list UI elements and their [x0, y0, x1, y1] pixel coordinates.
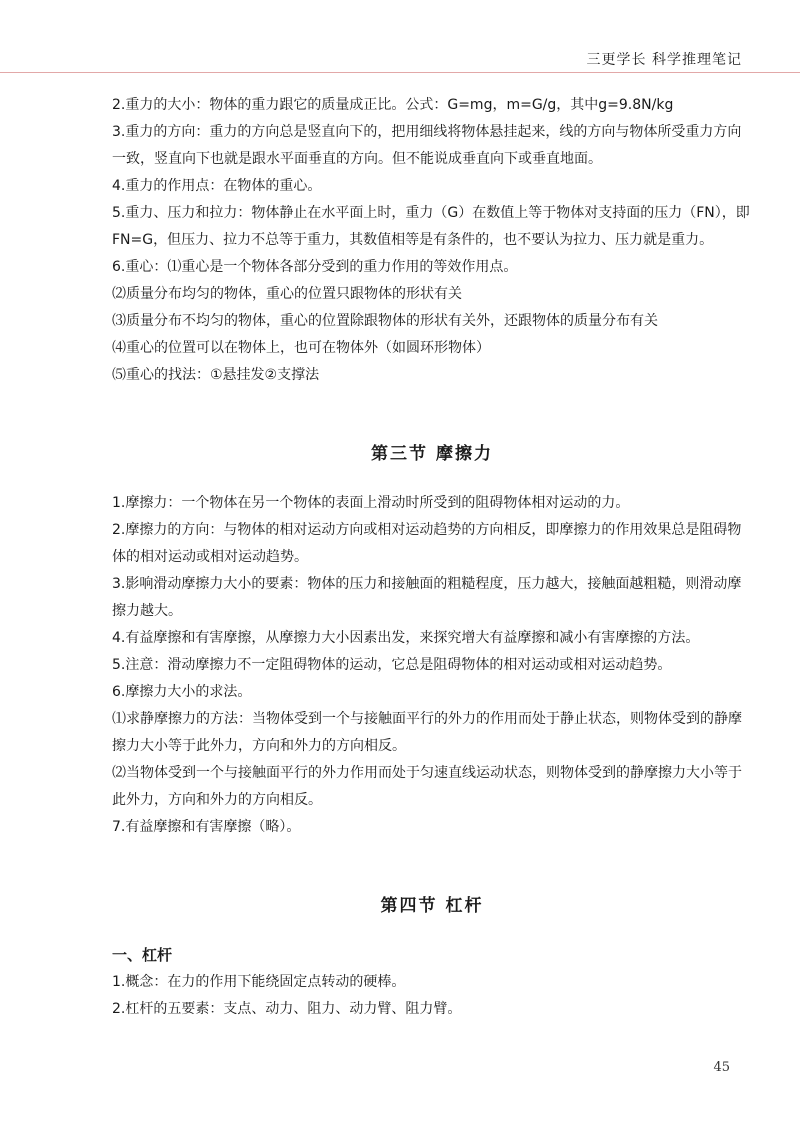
paragraph: ⑶质量分布不均匀的物体，重心的位置除跟物体的形状有关外，还跟物体的质量分布有关 — [112, 313, 658, 329]
friction-block — [112, 490, 752, 841]
paragraph: 2.重力的大小：物体的重力跟它的质量成正比。公式：G=mg，m=G/g，其中g=9.8N/kg — [112, 97, 674, 113]
page-number: 45 — [713, 1060, 730, 1075]
paragraph: 5.注意：滑动摩擦力不一定阻碍物体的运动，它总是阻碍物体的相对运动或相对运动趋势。 — [112, 657, 672, 673]
paragraph: ⑷重心的位置可以在物体上，也可在物体外（如圆环形物体） — [112, 340, 490, 356]
paragraph: ⑴求静摩擦力的方法：当物体受到一个与接触面平行的外力的作用而处于静止状态，则物体受到的静摩擦力大小等于此外力，方向和外力的方向相反。 — [112, 711, 742, 754]
paragraph: ⑸重心的找法：①悬挂发②支撑法 — [112, 367, 320, 383]
section-title-lever: 第四节 杠杆 — [380, 896, 484, 916]
paragraph: 6.摩擦力大小的求法。 — [112, 684, 252, 700]
header-title: 三更学长 科学推理笔记 — [586, 52, 742, 68]
paragraph: 1.概念：在力的作用下能绕固定点转动的硬棒。 — [112, 974, 406, 990]
section-title-friction: 第三节 摩擦力 — [371, 444, 493, 464]
sub-heading: 一、杠杆 — [112, 946, 173, 964]
paragraph: 6.重心：⑴重心是一个物体各部分受到的重力作用的等效作用点。 — [112, 259, 518, 275]
lever-block — [112, 942, 752, 1023]
paragraph: 3.影响滑动摩擦力大小的要素：物体的压力和接触面的粗糙程度，压力越大，接触面越粗糙，则滑动摩擦力越大。 — [112, 576, 742, 619]
paragraph: 1.摩擦力：一个物体在另一个物体的表面上滑动时所受到的阻碍物体相对运动的力。 — [112, 495, 630, 511]
paragraph: ⑵当物体受到一个与接触面平行的外力作用而处于匀速直线运动状态，则物体受到的静摩擦力大小等于此外力，方向和外力的方向相反。 — [112, 765, 742, 808]
paragraph: 2.摩擦力的方向：与物体的相对运动方向或相对运动趋势的方向相反，即摩擦力的作用效果总是阻碍物体的相对运动或相对运动趋势。 — [112, 522, 742, 565]
paragraph: ⑵质量分布均匀的物体，重心的位置只跟物体的形状有关 — [112, 286, 462, 302]
paragraph: 4.重力的作用点：在物体的重心。 — [112, 178, 322, 194]
header-divider — [0, 72, 800, 73]
paragraph: 5.重力、压力和拉力：物体静止在水平面上时，重力（G）在数值上等于物体对支持面的压力（FN），即FN=G，但压力、拉力不总等于重力，其数值相等是有条件的，也不要认为拉力、压力就是重力。 — [112, 205, 750, 248]
paragraph: 3.重力的方向：重力的方向总是竖直向下的，把用细线将物体悬挂起来，线的方向与物体所受重力方向一致，竖直向下也就是跟水平面垂直的方向。但不能说成垂直向下或垂直地面。 — [112, 124, 742, 167]
paragraph: 7.有益摩擦和有害摩擦（略）。 — [112, 819, 301, 835]
paragraph: 4.有益摩擦和有害摩擦，从摩擦力大小因素出发，来探究增大有益摩擦和减小有害摩擦的方法。 — [112, 630, 700, 646]
page-content — [112, 92, 752, 1023]
paragraph: 2.杠杆的五要素：支点、动力、阻力、动力臂、阻力臂。 — [112, 1001, 462, 1017]
gravity-block — [112, 92, 752, 389]
